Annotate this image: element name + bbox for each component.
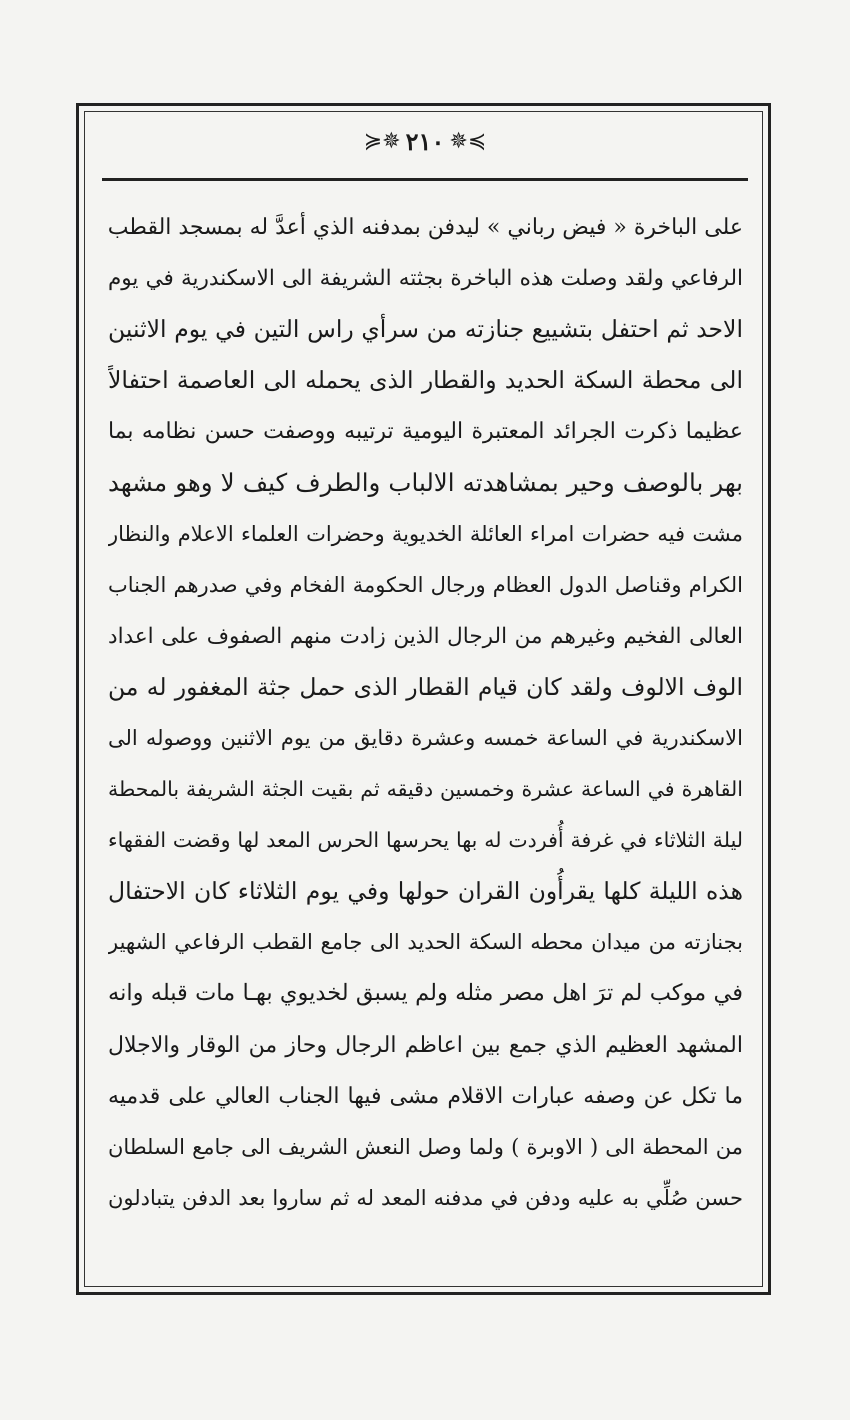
text-line: عظيما ذكرت الجرائد المعتبرة اليومية ترتيبه ووصفت حسن نظامه بما <box>108 419 743 445</box>
text-line: الى محطة السكة الحديد والقطار الذى يحمله الى العاصمة احتفالاً <box>108 366 743 395</box>
page-header <box>0 120 850 164</box>
text-line: الرفاعي ولقد وصلت هذه الباخرة بجثته الشريفة الى الاسكندرية في يوم <box>108 266 743 292</box>
text-line: هذه الليلة كلها يقرأُون القران حولها وفي يوم الثلاثاء كان الاحتفال <box>108 877 743 906</box>
text-line: من المحطة الى ( الاوبرة ) ولما وصل النعش الشريف الى جامع السلطان <box>108 1134 743 1159</box>
text-line: حسن صُلِّي به عليه ودفن في مدفنه المعد له ثم ساروا بعد الدفن يتبادلون <box>108 1185 743 1210</box>
text-line: العالى الفخيم وغيرهم من الرجال الذين زادت منهم الصفوف على اعداد <box>108 623 743 649</box>
body-text <box>108 202 743 1224</box>
text-line: الاحد ثم احتفل بتشييع جنازته من سرأي راس التين في يوم الاثنين <box>108 315 743 344</box>
text-line: الوف الالوف ولقد كان قيام القطار الذى حمل جثة المغفور له من <box>108 672 743 701</box>
text-line: في موكب لم ترَ اهل مصر مثله ولم يسبق لخديوي بهـا مات قبله وانه <box>108 980 743 1007</box>
header-rule <box>102 178 748 181</box>
text-line: على الباخرة « فيض رباني » ليدفن بمدفنه الذي أعدَّ له بمسجد القطب <box>108 215 743 240</box>
text-line: بهر بالوصف وحير بمشاهدته الالباب والطرف كيف لا وهو مشهد <box>108 468 743 498</box>
text-line: ليلة الثلاثاء في غرفة أُفردت له بها يحرسها الحرس المعد لها وقضت الفقهاء <box>108 828 743 853</box>
page-number: ٢١٠ <box>405 127 445 156</box>
text-line: مشت فيه حضرات امراء العائلة الخديوية وحضرات العلماء الاعلام والنظار <box>108 521 743 546</box>
text-line: الاسكندرية في الساعة خمسه وعشرة دقايق من يوم الاثنين ووصوله الى <box>108 725 743 750</box>
text-line: ما تكل عن وصفه عبارات الاقلام مشى فيها الجناب العالي على قدميه <box>108 1083 743 1109</box>
text-line: القاهرة في الساعة عشرة وخمسين دقيقه ثم بقيت الجثة الشريفة بالمحطة <box>108 777 743 802</box>
text-line: بجنازته من ميدان محطه السكة الحديد الى جامع القطب الرفاعي الشهير <box>108 930 743 955</box>
text-line: المشهد العظيم الذي جمع بين اعاظم الرجال وحاز من الوقار والاجلال <box>108 1032 743 1058</box>
ornament-left: ≽✵ <box>363 129 401 154</box>
ornament-right: ✵≼ <box>449 129 487 154</box>
text-line: الكرام وقناصل الدول العظام ورجال الحكومة الفخام وفي صدرهم الجناب <box>108 572 743 597</box>
